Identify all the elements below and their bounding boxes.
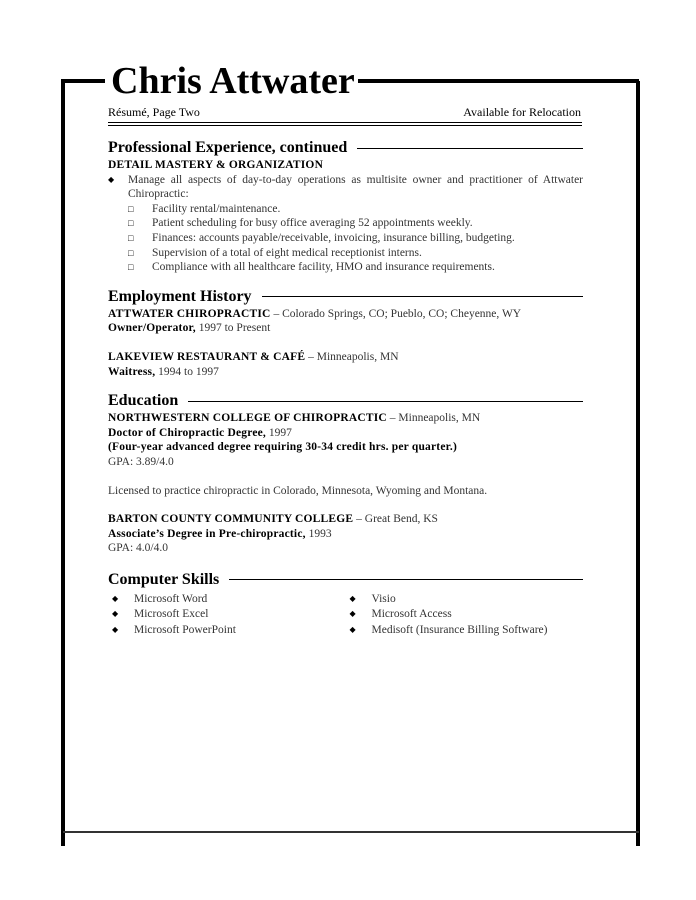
diamond-bullet-icon: ◆ (108, 174, 115, 184)
frame-top-left (61, 79, 105, 83)
list-item: ◆ Microsoft Access (346, 607, 584, 623)
header-double-rule (108, 122, 582, 126)
diamond-bullet-icon: ◆ (349, 624, 356, 634)
list-item: ◆ Manage all aspects of day-to-day operations as multisite owner and practitioner of Attwater Chiropractic: (108, 173, 583, 201)
header-subline (108, 105, 581, 120)
school-entry: BARTON COUNTY COMMUNITY COLLEGE – Great Bend, KS (108, 513, 438, 526)
skills-column-1 (108, 592, 346, 639)
frame-left (61, 79, 65, 846)
job-role: Owner/Operator, 1997 to Present (108, 322, 271, 335)
list-item: ◆ Microsoft Excel (108, 607, 346, 623)
list-item: ◆ Microsoft PowerPoint (108, 623, 346, 639)
list-item: ◆ Medisoft (Insurance Billing Software) (346, 623, 584, 639)
degree-note: (Four-year advanced degree requiring 30-34 credit hrs. per quarter.) (108, 441, 457, 454)
gpa: GPA: 3.89/4.0 (108, 455, 174, 468)
section-experience: Professional Experience, continued (108, 138, 583, 158)
diamond-bullet-icon: ◆ (112, 593, 119, 603)
square-bullet-icon: □ (128, 232, 134, 243)
section-rule (357, 148, 583, 149)
relocation-note: Available for Relocation (463, 105, 581, 119)
diamond-bullet-icon: ◆ (349, 593, 356, 603)
job-role: Waitress, 1994 to 1997 (108, 365, 219, 378)
resume-body (108, 136, 583, 638)
section-skills: Computer Skills (108, 570, 583, 590)
experience-subheading: DETAIL MASTERY & ORGANIZATION (108, 159, 324, 171)
square-bullet-icon: □ (128, 262, 134, 273)
section-employment: Employment History (108, 287, 583, 307)
job-entry: LAKEVIEW RESTAURANT & CAFÉ – Minneapolis, MN (108, 350, 399, 363)
square-bullet-icon: □ (128, 247, 134, 258)
diamond-bullet-icon: ◆ (349, 609, 356, 619)
gpa: GPA: 4.0/4.0 (108, 542, 168, 555)
section-rule (188, 401, 583, 402)
diamond-bullet-icon: ◆ (112, 624, 119, 634)
list-item: □ Compliance with all healthcare facility, HMO and insurance requirements. (128, 261, 495, 274)
section-rule (229, 579, 583, 580)
list-item: ◆ Visio (346, 592, 584, 608)
degree: Doctor of Chiropractic Degree, 1997 (108, 426, 292, 439)
square-bullet-icon: □ (128, 218, 134, 229)
skills-column-2 (346, 592, 584, 639)
page-label: Résumé, Page Two (108, 105, 200, 119)
school-entry: NORTHWESTERN COLLEGE OF CHIROPRACTIC – Minneapolis, MN (108, 412, 481, 425)
skills-list (108, 592, 583, 639)
diamond-bullet-icon: ◆ (112, 609, 119, 619)
section-education: Education (108, 391, 583, 411)
list-item: ◆ Microsoft Word (108, 592, 346, 608)
license-note: Licensed to practice chiropractic in Colorado, Minnesota, Wyoming and Montana. (108, 484, 488, 497)
list-item: □ Finances: accounts payable/receivable, invoicing, insurance billing, budgeting. (128, 231, 515, 244)
frame-top-right (356, 79, 639, 83)
list-item: □ Patient scheduling for busy office averaging 52 appointments weekly. (128, 217, 473, 230)
list-item: □ Supervision of a total of eight medical receptionist interns. (128, 246, 422, 259)
frame-right (636, 81, 640, 846)
frame-bottom (63, 831, 639, 833)
candidate-name: Chris Attwater (108, 58, 358, 104)
square-bullet-icon: □ (128, 203, 134, 214)
list-item: □ Facility rental/maintenance. (128, 202, 281, 215)
degree: Associate’s Degree in Pre-chiropractic, 1993 (108, 527, 332, 540)
section-rule (262, 296, 583, 297)
job-entry: ATTWATER CHIROPRACTIC – Colorado Springs, CO; Pueblo, CO; Cheyenne, WY (108, 307, 522, 320)
